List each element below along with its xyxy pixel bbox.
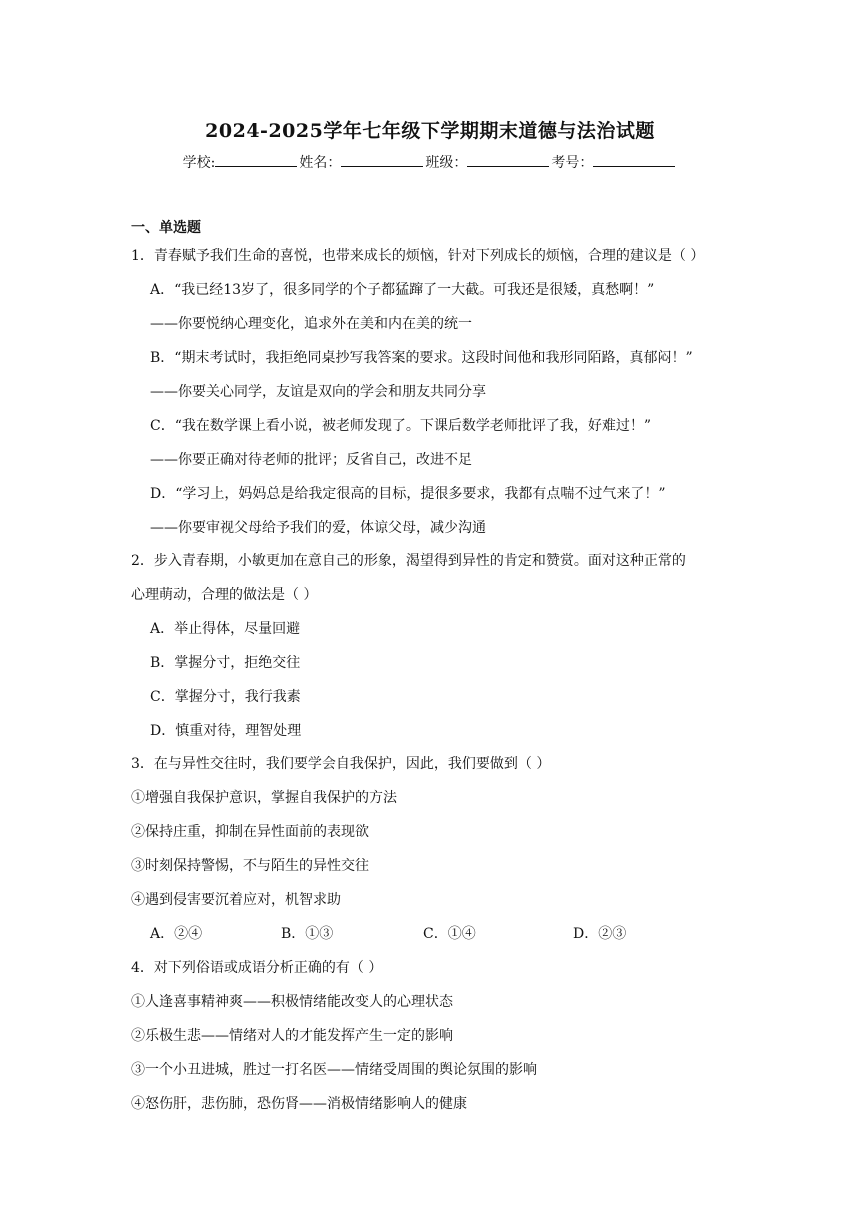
name-blank[interactable] [341, 153, 423, 167]
q1-option-d-note: ——你要审视父母给予我们的爱，体谅父母，减少沟通 [150, 520, 486, 536]
q3-option-d: D．②③ [573, 926, 627, 942]
q3-statement-1: ①增强自我保护意识，掌握自我保护的方法 [131, 790, 397, 806]
q2-option-c: C．掌握分寸，我行我素 [150, 689, 301, 705]
q1-option-b-note: ——你要关心同学，友谊是双向的学会和朋友共同分享 [150, 384, 486, 400]
q2-option-b: B．掌握分寸，拒绝交往 [150, 655, 301, 671]
q3-options-row [150, 925, 626, 943]
q2-stem-line1: 2．步入青春期，小敏更加在意自己的形象，渴望得到异性的肯定和赞赏。面对这种正常的 [131, 553, 686, 569]
name-label: 姓名： [299, 155, 342, 171]
q4-statement-4: ④怒伤肝，悲伤肺，恐伤肾——消极情绪影响人的健康 [131, 1096, 467, 1112]
q2-stem-line2: 心理萌动，合理的做法是（ ） [131, 587, 318, 603]
school-label: 学校: [182, 155, 216, 171]
q1-option-b: B．“期末考试时，我拒绝同桌抄写我答案的要求。这段时间他和我形同陌路，真郁闷！” [150, 350, 693, 366]
class-label: 班级： [425, 155, 468, 171]
school-blank[interactable] [215, 153, 297, 167]
q3-statement-2: ②保持庄重，抑制在异性面前的表现欲 [131, 824, 369, 840]
q3-option-c: C．①④ [423, 926, 476, 942]
q4-statement-3: ③一个小丑进城，胜过一打名医——情绪受周围的舆论氛围的影响 [131, 1062, 537, 1078]
q4-statement-2: ②乐极生悲——情绪对人的才能发挥产生一定的影响 [131, 1028, 453, 1044]
exam-title: 2024-2025学年七年级下学期期末道德与法治试题 [205, 120, 655, 142]
q1-stem: 1．青春赋予我们生命的喜悦，也带来成长的烦恼，针对下列成长的烦恼，合理的建议是（ ） [131, 248, 705, 264]
q2-option-a: A．举止得体，尽量回避 [150, 621, 301, 637]
q1-option-c-note: ——你要正确对待老师的批评；反省自己，改进不足 [150, 452, 472, 468]
class-blank[interactable] [467, 153, 549, 167]
q1-option-d: D．“学习上，妈妈总是给我定很高的目标，提很多要求，我都有点喘不过气来了！” [150, 486, 666, 502]
q4-statement-1: ①人逢喜事精神爽——积极情绪能改变人的心理状态 [131, 994, 453, 1010]
q1-option-a: A．“我已经13岁了，很多同学的个子都猛蹿了一大截。可我还是很矮，真愁啊！” [150, 282, 655, 298]
q1-option-a-note: ——你要悦纳心理变化，追求外在美和内在美的统一 [150, 316, 472, 332]
q3-statement-4: ④遇到侵害要沉着应对，机智求助 [131, 892, 341, 908]
q1-option-c: C．“我在数学课上看小说，被老师发现了。下课后数学老师批评了我，好难过！” [150, 418, 652, 434]
q3-statement-3: ③时刻保持警惕，不与陌生的异性交往 [131, 858, 369, 874]
number-blank[interactable] [593, 153, 675, 167]
q3-option-a: A．②④ [150, 926, 203, 942]
section-heading: 一、单选题 [131, 220, 201, 236]
q3-option-b: B．①③ [281, 926, 334, 942]
student-info-line [0, 152, 860, 172]
q3-stem: 3．在与异性交往时，我们要学会自我保护，因此，我们要做到（ ） [131, 756, 551, 772]
number-label: 考号： [551, 155, 594, 171]
q4-stem: 4．对下列俗语或成语分析正确的有（ ） [131, 960, 383, 976]
q2-option-d: D．慎重对待，理智处理 [150, 723, 302, 739]
